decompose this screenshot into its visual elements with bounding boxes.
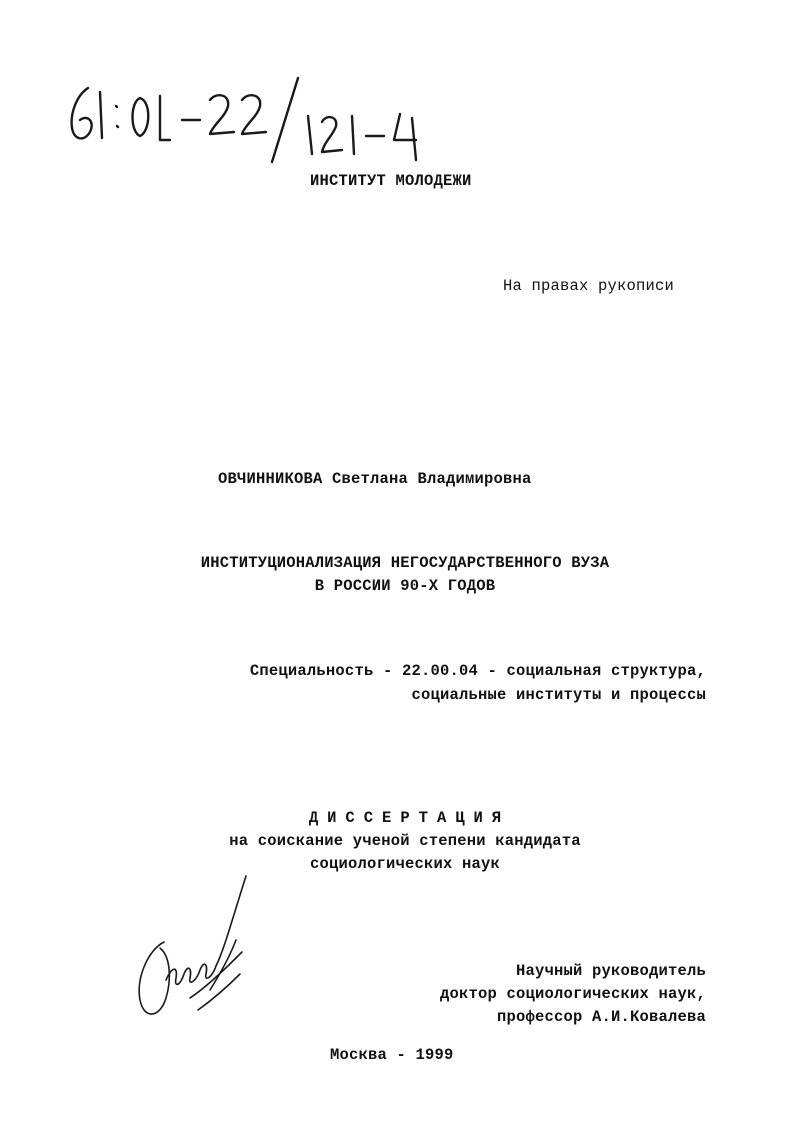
place-and-year: Москва - 1999 (330, 1046, 454, 1064)
specialty-block (150, 662, 706, 704)
specialty-line-1: Специальность - 22.00.04 - социальная структура, (249, 662, 706, 680)
supervisor-line-2: доктор социологических наук, (439, 985, 706, 1003)
dissertation-title (150, 554, 660, 595)
degree-line-2: социологических наук (309, 855, 501, 873)
title-line-1: ИНСТИТУЦИОНАЛИЗАЦИЯ НЕГОСУДАРСТВЕННОГО ВУЗА (200, 554, 610, 572)
author-name: ОВЧИННИКОВА Светлана Владимировна (218, 470, 532, 488)
degree-line-1: на соискание ученой степени кандидата (229, 832, 581, 850)
dissertation-heading: ДИССЕРТАЦИЯ (308, 809, 511, 827)
supervisor-line-1: Научный руководитель (515, 962, 706, 980)
supervisor-block (300, 962, 706, 1026)
handwritten-signature (120, 870, 260, 1030)
handwritten-archive-code (60, 70, 440, 165)
specialty-line-2: социальные институты и процессы (411, 686, 706, 704)
supervisor-line-3: профессор А.И.Ковалева (496, 1008, 706, 1026)
institute-name: ИНСТИТУТ МОЛОДЕЖИ (310, 172, 472, 190)
manuscript-note: На правах рукописи (503, 277, 675, 295)
title-line-2: В РОССИИ 90-Х ГОДОВ (314, 577, 496, 595)
dissertation-block (150, 809, 660, 873)
